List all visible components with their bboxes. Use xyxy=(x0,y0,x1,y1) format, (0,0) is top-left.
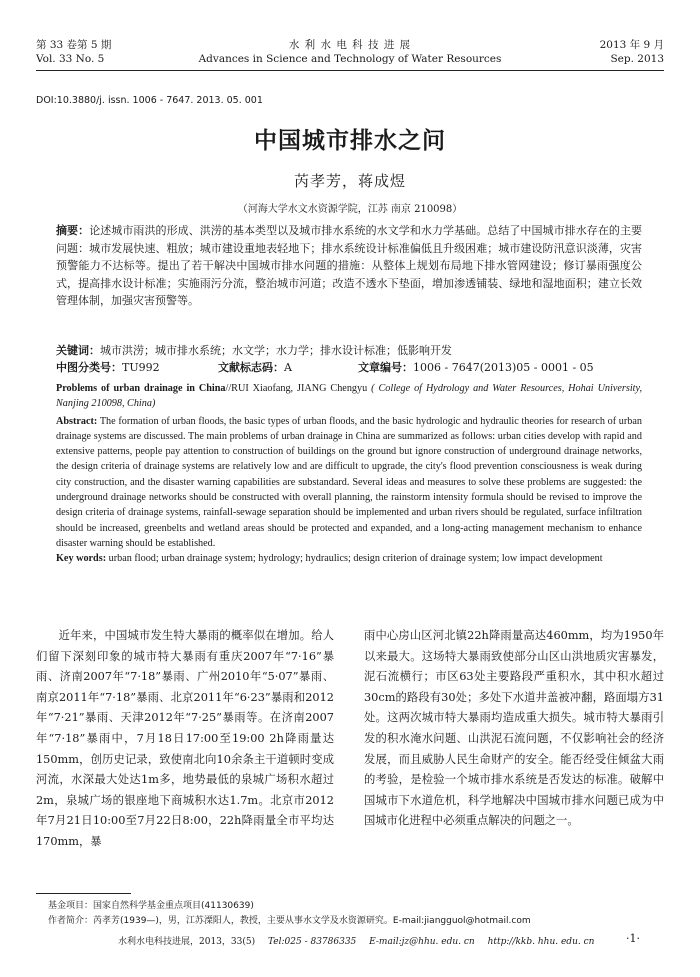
footnote-fund: 基金项目：国家自然科学基金重点项目(41130639) xyxy=(48,901,254,911)
abstract-cn-text: 论述城市雨洪的形成、洪涝的基本类型以及城市排水系统的水文学和水力学基础。总结了中国城市排水存在的主要问题：城市发展快速、粗放；城市建设重地表轻地下；排水系统设计标准偏低且升级困难；城市建设防汛意识淡薄，灾害预警能力不达标等。提出了若干解决中国城市排水问题的措施：从整体上规划布局地下排水管网建设；修订暴雨强度公式，提高排水设计标准；实施雨污分流，整治城市河道；改造不透水下垫面，增加渗透铺装、绿地和湿地面积；建立长效管理体制，加强灾害预警等。 xyxy=(56,224,643,307)
english-abstract xyxy=(56,414,642,552)
footer-email: E-mail:jz@hhu. edu. cn xyxy=(369,937,475,947)
header-volume-cn: 第 33 卷第 5 期 xyxy=(36,39,112,51)
english-keywords xyxy=(56,551,642,566)
body-column-right: 雨中心房山区河北镇22h降雨量高达460mm，均为1950年以来最大。这场特大暴雨致使部分山区山洪地质灾害暴发，泥石流横行；市区63处主要路段严重积水，其中积水超过30cm的路段有30处；多处下水道井盖被冲翻，路面塌方31处。这两次城市特大暴雨均造成重大损失。城市特大暴雨引发的积水淹水问题、山洪泥石流问题，不仅影响社会的经济发展，而且威胁人民生命财产的安全。能否经受住倾盆大雨的考验，是检验一个城市排水系统是否发达的标准。破解中国城市下水道危机，科学地解决中国城市排水问题已成为中国城市化进程中必须重点解决的问题之一。 xyxy=(364,629,664,828)
english-title-line xyxy=(56,381,642,412)
header-journal xyxy=(36,38,664,66)
abstract-cn xyxy=(56,222,642,310)
header-date xyxy=(600,38,664,66)
footnote-rule xyxy=(36,893,131,894)
header-rule xyxy=(36,70,664,71)
keywords-cn-text: 城市洪涝；城市排水系统；水文学；水力学；排水设计标准；低影响开发 xyxy=(100,344,452,357)
header-journal-cn: 水 利 水 电 科 技 进 展 xyxy=(288,39,412,51)
header-volume-en: Vol. 33 No. 5 xyxy=(36,53,105,65)
clc-label: 中图分类号： xyxy=(56,361,122,374)
body-column-left: 近年来，中国城市发生特大暴雨的概率似在增加。给人们留下深刻印象的城市特大暴雨有重庆2007年“7·16”暴雨、济南2007年“7·18”暴雨、广州2010年“5·07”暴雨、南京2011年“7·18”暴雨、北京2011年“6·23”暴雨和2012年“7·21”暴雨、天津2012年“7·25”暴雨等。在济南2007年“7·18”暴雨中，7月18日17:00至19:00 2h降雨量达150mm，创历史记录，致使南北向10余条主干道顿时变成河流，水深最大处达1m多，地势最低的泉城广场积水超过2m，泉城广场的银座地下商城积水达1.7m。北京市2012年7月21日10:00至7月22日8:00，22h降雨量全市平均达170mm，暴 xyxy=(36,629,334,848)
english-keywords-label: Key words: xyxy=(56,553,107,565)
document-code xyxy=(218,359,292,376)
paper-authors: 芮孝芳，蒋成煜 xyxy=(293,172,406,190)
english-title: Problems of urban drainage in China xyxy=(56,383,226,394)
header-date-cn: 2013 年 9 月 xyxy=(599,39,664,51)
running-header xyxy=(36,38,664,68)
header-journal-en: Advances in Science and Technology of Water Resources xyxy=(198,53,502,65)
keywords-cn xyxy=(56,342,642,359)
doi: DOI:10.3880/j. issn. 1006 - 7647. 2013. 05. 001 xyxy=(36,95,263,106)
english-keywords-text: urban flood; urban drainage system; hydrology; hydraulics; design criterion of drainage system; low impact development xyxy=(106,553,603,565)
footer-tel: Tel:025 - 83786335 xyxy=(267,937,357,947)
document-code-label: 文献标志码： xyxy=(218,361,284,374)
english-abstract-label: Abstract: xyxy=(56,415,98,427)
footnote-author: 作者简介：芮孝芳(1939—)，男，江苏溧阳人，教授，主要从事水文学及水资源研究。E-mail:jiangguol@hotmail.com xyxy=(48,916,531,926)
clc-number xyxy=(56,359,160,376)
paper-title: 中国城市排水之问 xyxy=(254,128,446,154)
article-number-value: 1006 - 7647(2013)05 - 0001 - 05 xyxy=(413,361,594,374)
english-abstract-block xyxy=(56,381,642,567)
article-number xyxy=(358,359,594,376)
footer-url[interactable]: http://kkb. hhu. edu. cn xyxy=(487,937,595,947)
page-footer xyxy=(118,934,604,947)
english-affiliation: ( College of Hydrology and Water Resources, Hohai University, Nanjing 210098, China) xyxy=(56,383,642,410)
clc-value: TU992 xyxy=(122,361,160,374)
abstract-cn-label: 摘要： xyxy=(56,224,90,237)
footer-journal: 水利水电科技进展，2013，33(5) xyxy=(118,937,256,947)
english-authors: //RUI Xiaofang, JIANG Chengyu xyxy=(225,383,368,394)
header-date-en: Sep. 2013 xyxy=(610,53,664,65)
document-code-value: A xyxy=(284,361,292,374)
paper-affiliation: （河海大学水文水资源学院，江苏 南京 210098） xyxy=(237,204,463,215)
page-number: ·1· xyxy=(626,932,640,945)
keywords-cn-label: 关键词： xyxy=(56,344,100,357)
english-abstract-text: The formation of urban floods, the basic types of urban floods, and the basic hydrologic and hydraulic theories for research of urban drainage systems are discussed. The main problems of urban drainage in China are summarized as follows: urban cities develop with rapid and extensive patterns, people pay attention to construction of buildings on the ground but ignore construction of underground drainage networks, the design criteria of drainage systems are relatively low and are difficult to upgrade, the city's flood prevention consciousness is weak during city construction, and the disaster warning capabilities are substandard. Several ideas and measures to solve these problems are suggested: the underground drainage networks should be constructed with overall planning, the rainstorm intensity formula should be revised to improve the design criteria of drainage systems, rainfall-sewage separation should be implemented and urban rivers should be regulated, surface infiltration should be increased, greenbelts and wetland areas should be protected and expanded, and a long-acting management mechanism to enhance disaster warning should be established. xyxy=(56,415,642,549)
article-number-label: 文章编号： xyxy=(358,361,413,374)
